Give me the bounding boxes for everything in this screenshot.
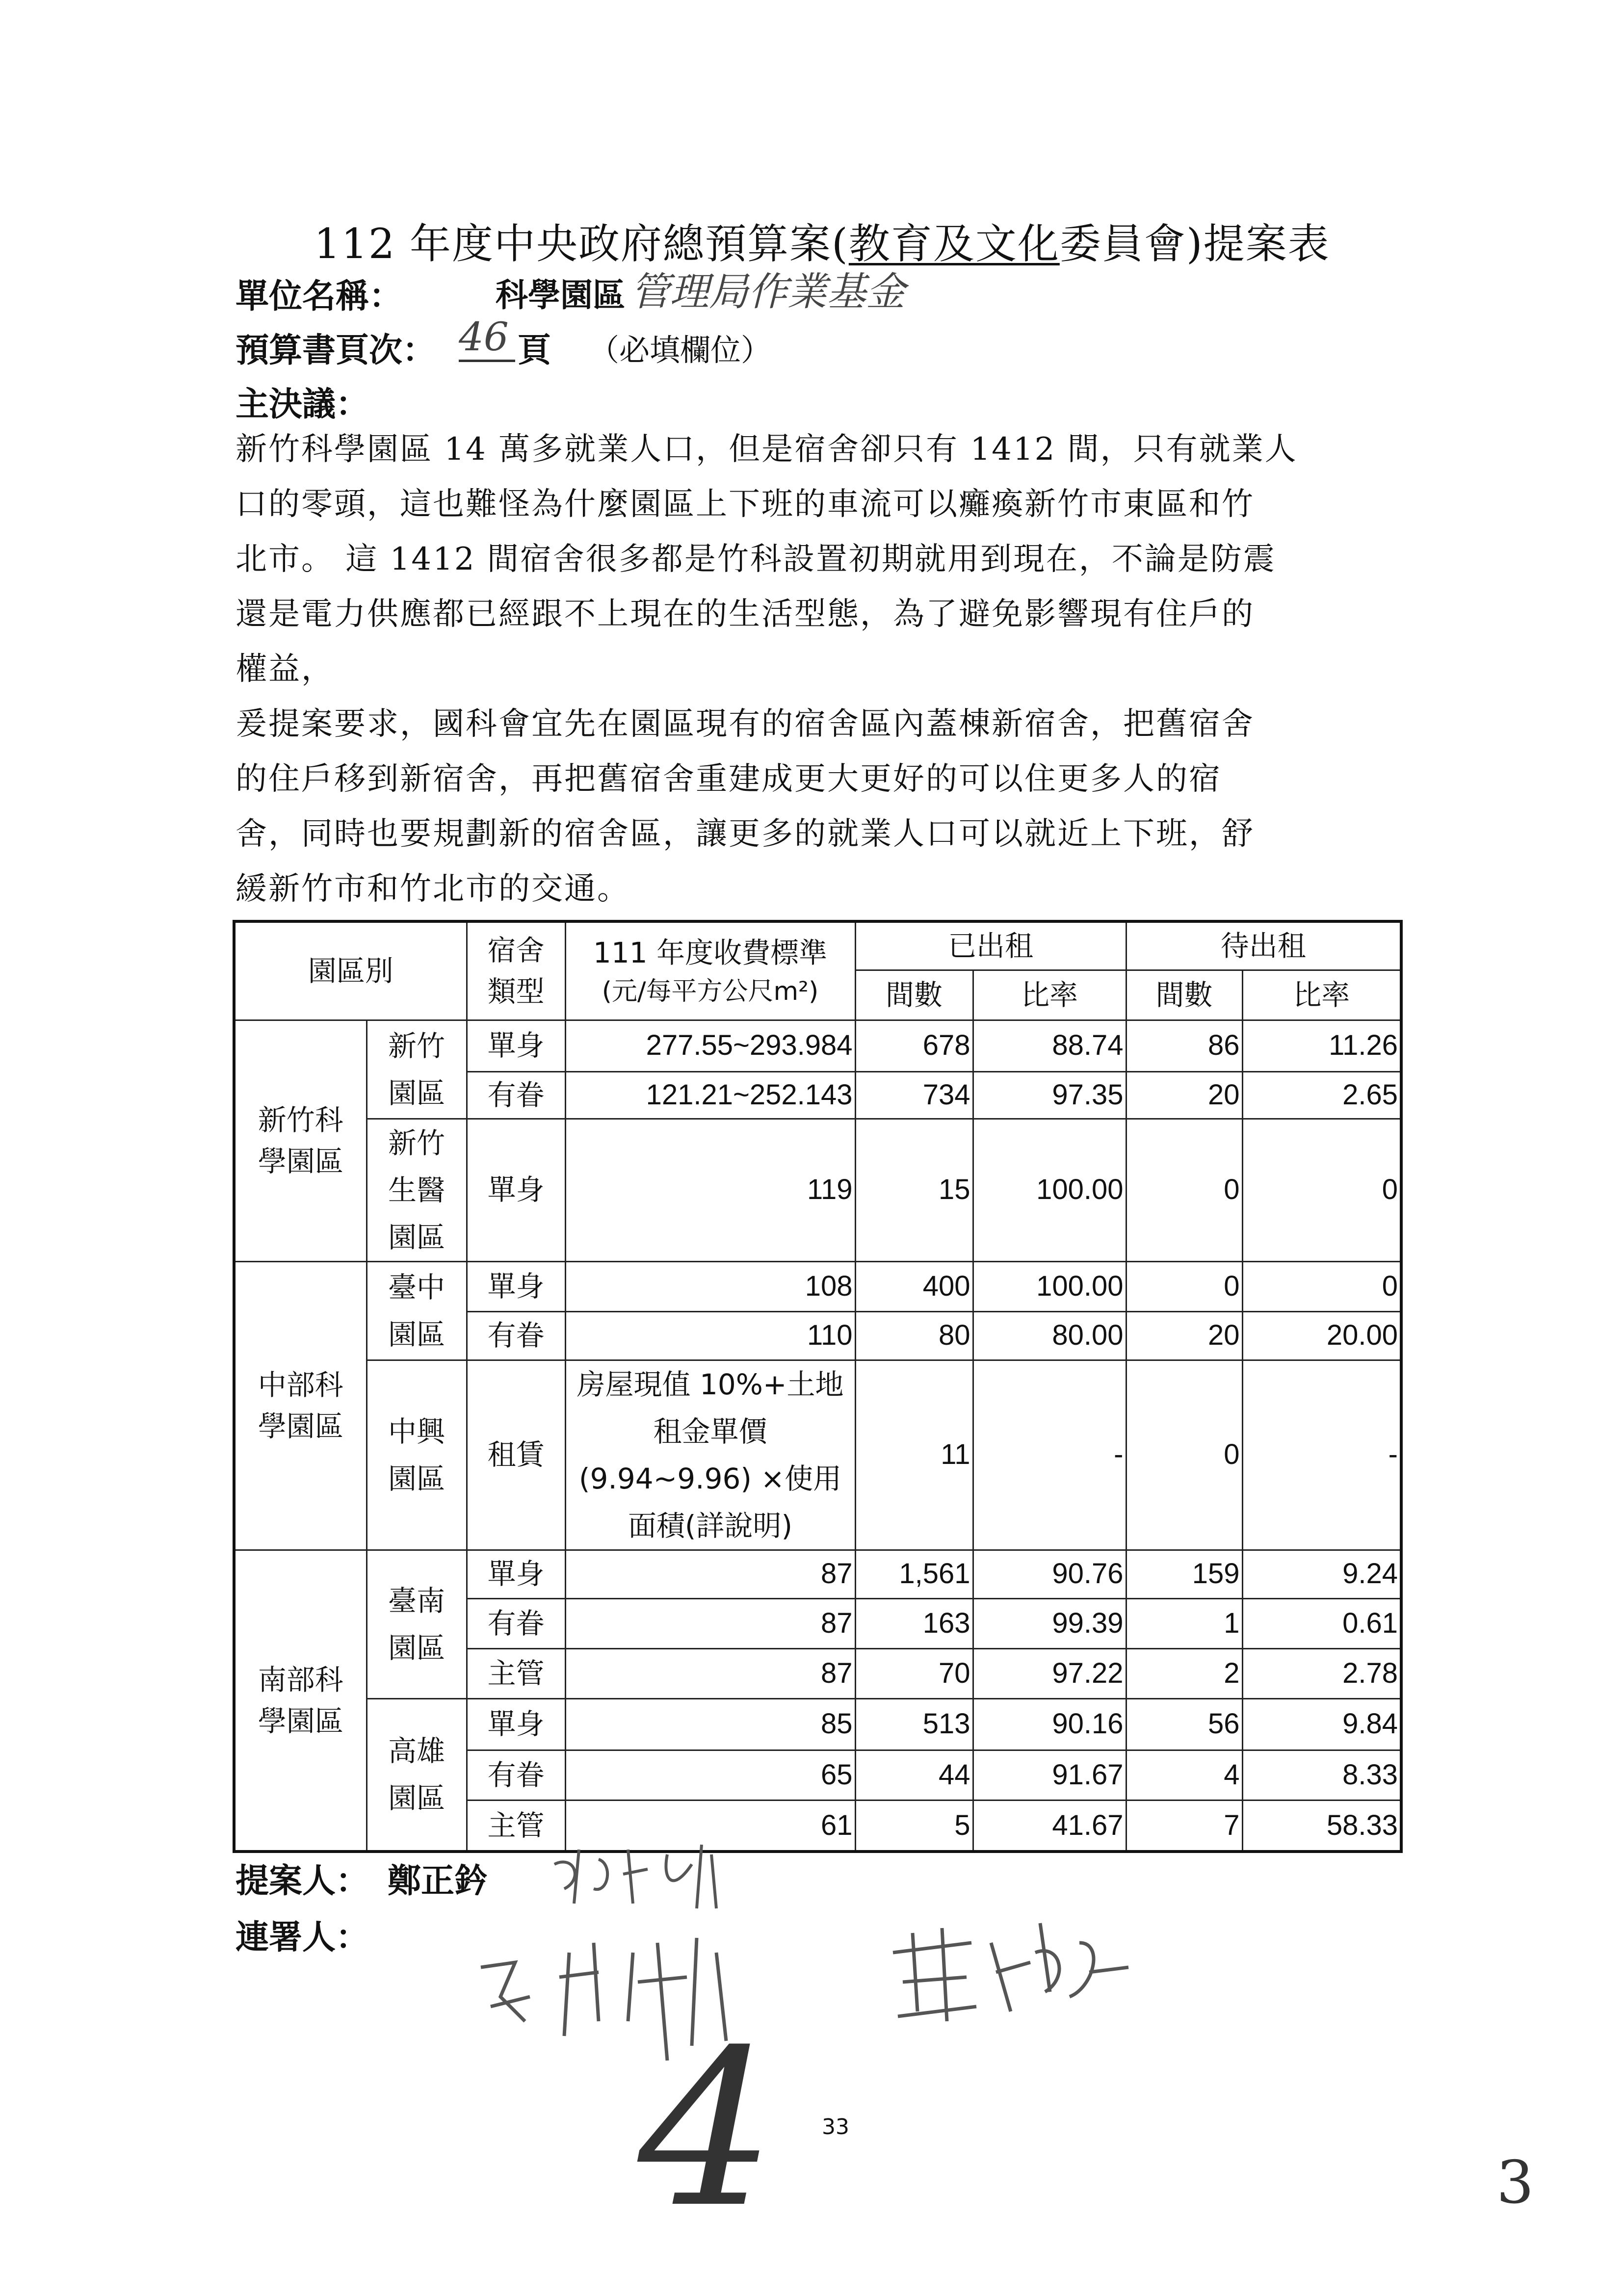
resolution-body [236, 422, 1298, 916]
rented-ratio: 90.76 [973, 1550, 1126, 1598]
pending-count: 4 [1126, 1750, 1242, 1800]
rented-count: 734 [855, 1071, 973, 1119]
page-number: 33 [822, 2114, 849, 2139]
header-pending-ratio: 比率 [1242, 970, 1401, 1020]
rented-ratio: 100.00 [973, 1119, 1126, 1261]
header-fee-title: 111 年度收費標準 [593, 936, 828, 969]
fee-standard: 119 [565, 1119, 855, 1261]
unit-handwritten: 管理局作業基金 [630, 269, 905, 314]
fee-standard: 65 [565, 1750, 855, 1800]
pending-count: 0 [1126, 1119, 1242, 1261]
park-sub: 高雄園區 [367, 1698, 467, 1852]
proposer-name: 鄭正鈐 [388, 1862, 488, 1901]
rented-count: 15 [855, 1119, 973, 1261]
rented-ratio: - [973, 1360, 1126, 1550]
fee-standard: 108 [565, 1261, 855, 1311]
pending-count: 159 [1126, 1550, 1242, 1598]
page-ref-value: 46 [459, 314, 515, 362]
pending-ratio: 9.24 [1242, 1550, 1401, 1598]
table-row [234, 1360, 1401, 1550]
pending-count: 0 [1126, 1360, 1242, 1550]
rented-ratio: 88.74 [973, 1020, 1126, 1071]
corner-number: 3 [1496, 2149, 1534, 2217]
body-line: 爰提案要求，國科會宜先在園區現有的宿舍區內蓋棟新宿舍，把舊宿舍 [236, 706, 1255, 742]
rented-ratio: 41.67 [973, 1800, 1126, 1852]
handwritten-number: 4 [638, 2004, 775, 2255]
park-sub: 新竹園區 [367, 1020, 467, 1119]
dorm-type: 租賃 [467, 1360, 565, 1550]
fee-standard: 87 [565, 1598, 855, 1648]
page-ref-note: （必填欄位） [589, 332, 772, 368]
fee-standard: 61 [565, 1800, 855, 1852]
body-line: 的住戶移到新宿舍，再把舊宿舍重建成更大更好的可以住更多人的宿 [236, 761, 1222, 797]
table-row [234, 1119, 1401, 1261]
dorm-type: 單身 [467, 1261, 565, 1311]
dorm-type: 有眷 [467, 1750, 565, 1800]
header-pending: 待出租 [1126, 921, 1401, 970]
rented-count: 80 [855, 1311, 973, 1360]
pending-count: 20 [1126, 1071, 1242, 1119]
header-rented: 已出租 [855, 921, 1126, 970]
proposer-label: 提案人： [236, 1862, 369, 1901]
park-sub: 中興園區 [367, 1360, 467, 1550]
park-group: 南部科學園區 [234, 1550, 367, 1852]
table-row [234, 1020, 1401, 1071]
pending-ratio: 11.26 [1242, 1020, 1401, 1071]
rented-ratio: 97.22 [973, 1648, 1126, 1698]
pending-count: 1 [1126, 1598, 1242, 1648]
dorm-type: 有眷 [467, 1311, 565, 1360]
dorm-type: 單身 [467, 1119, 565, 1261]
pending-ratio: 2.78 [1242, 1648, 1401, 1698]
resolution-label: 主決議： [236, 385, 369, 424]
pending-ratio: 0 [1242, 1261, 1401, 1311]
rented-count: 678 [855, 1020, 973, 1071]
dorm-type: 單身 [467, 1020, 565, 1071]
rented-count: 1,561 [855, 1550, 973, 1598]
body-line: 北市。 這 1412 間宿舍很多都是竹科設置初期就用到現在，不論是防震 [236, 541, 1276, 577]
park-sub: 臺中園區 [367, 1261, 467, 1360]
header-rented-ratio: 比率 [973, 970, 1126, 1020]
rented-ratio: 97.35 [973, 1071, 1126, 1119]
pending-ratio: 20.00 [1242, 1311, 1401, 1360]
dorm-type: 有眷 [467, 1598, 565, 1648]
pending-ratio: 8.33 [1242, 1750, 1401, 1800]
dorm-type: 有眷 [467, 1071, 565, 1119]
pending-count: 2 [1126, 1648, 1242, 1698]
unit-label: 單位名稱： [236, 277, 403, 316]
pending-ratio: - [1242, 1360, 1401, 1550]
pending-count: 86 [1126, 1020, 1242, 1071]
pending-count: 20 [1126, 1311, 1242, 1360]
body-line: 還是電力供應都已經跟不上現在的生活型態，為了避免影響現有住戶的 [236, 596, 1255, 632]
rented-count: 44 [855, 1750, 973, 1800]
rented-count: 11 [855, 1360, 973, 1550]
dorm-type: 單身 [467, 1698, 565, 1750]
table-row [234, 1698, 1401, 1750]
title-prefix: 112 年度中央政府總預算案( [314, 220, 849, 268]
park-group: 中部科學園區 [234, 1261, 367, 1550]
cosigner-signature-2 [883, 1913, 1158, 2041]
fee-standard: 85 [565, 1698, 855, 1750]
header-type: 宿舍類型 [467, 921, 565, 1020]
pending-ratio: 0 [1242, 1119, 1401, 1261]
title-suffix: 委員會)提案表 [1059, 220, 1330, 268]
rented-ratio: 90.16 [973, 1698, 1126, 1750]
rented-count: 5 [855, 1800, 973, 1852]
pending-count: 7 [1126, 1800, 1242, 1852]
table-row [234, 1550, 1401, 1598]
body-line: 權益， [236, 651, 334, 687]
fee-standard: 87 [565, 1648, 855, 1698]
rented-count: 400 [855, 1261, 973, 1311]
pending-ratio: 2.65 [1242, 1071, 1401, 1119]
page-ref-label: 預算書頁次： [236, 331, 436, 370]
rented-count: 163 [855, 1598, 973, 1648]
fee-standard: 121.21~252.143 [565, 1071, 855, 1119]
dormitory-table [233, 920, 1403, 1853]
dorm-type: 單身 [467, 1550, 565, 1598]
rented-count: 70 [855, 1648, 973, 1698]
body-line: 口的零頭，這也難怪為什麼園區上下班的車流可以癱瘓新竹市東區和竹 [236, 486, 1255, 522]
rented-ratio: 100.00 [973, 1261, 1126, 1311]
header-rented-count: 間數 [855, 970, 973, 1020]
page-ref-suffix: 頁 [518, 331, 551, 370]
header-park: 園區別 [234, 921, 467, 1020]
pending-ratio: 9.84 [1242, 1698, 1401, 1750]
rented-count: 513 [855, 1698, 973, 1750]
body-line: 緩新竹市和竹北市的交通。 [236, 871, 630, 907]
fee-standard: 87 [565, 1550, 855, 1598]
park-sub: 新竹生醫園區 [367, 1119, 467, 1261]
rented-ratio: 99.39 [973, 1598, 1126, 1648]
body-line: 新竹科學園區 14 萬多就業人口，但是宿舍卻只有 1412 間，只有就業人 [236, 431, 1298, 468]
header-fee-unit: (元/每平方公尺m²) [602, 976, 819, 1006]
pending-count: 56 [1126, 1698, 1242, 1750]
unit-printed: 科學園區 [496, 276, 625, 314]
park-sub: 臺南園區 [367, 1550, 467, 1698]
header-fee [565, 921, 855, 1020]
body-line: 舍，同時也要規劃新的宿舍區，讓更多的就業人口可以就近上下班，舒 [236, 816, 1255, 852]
header-pending-count: 間數 [1126, 970, 1242, 1020]
dorm-type: 主管 [467, 1648, 565, 1698]
cosigners-label: 連署人： [236, 1918, 369, 1957]
table-row [234, 1261, 1401, 1311]
dorm-type: 主管 [467, 1800, 565, 1852]
proposer-signature [545, 1835, 751, 1913]
rented-ratio: 80.00 [973, 1311, 1126, 1360]
pending-count: 0 [1126, 1261, 1242, 1311]
title-committee: 教育及文化 [848, 220, 1060, 268]
rented-ratio: 91.67 [973, 1750, 1126, 1800]
pending-ratio: 0.61 [1242, 1598, 1401, 1648]
fee-standard: 277.55~293.984 [565, 1020, 855, 1071]
pending-ratio: 58.33 [1242, 1800, 1401, 1852]
park-group: 新竹科學園區 [234, 1020, 367, 1261]
fee-standard: 房屋現值 10%+土地租金單價(9.94~9.96) ×使用面積(詳說明) [565, 1360, 855, 1550]
fee-standard: 110 [565, 1311, 855, 1360]
